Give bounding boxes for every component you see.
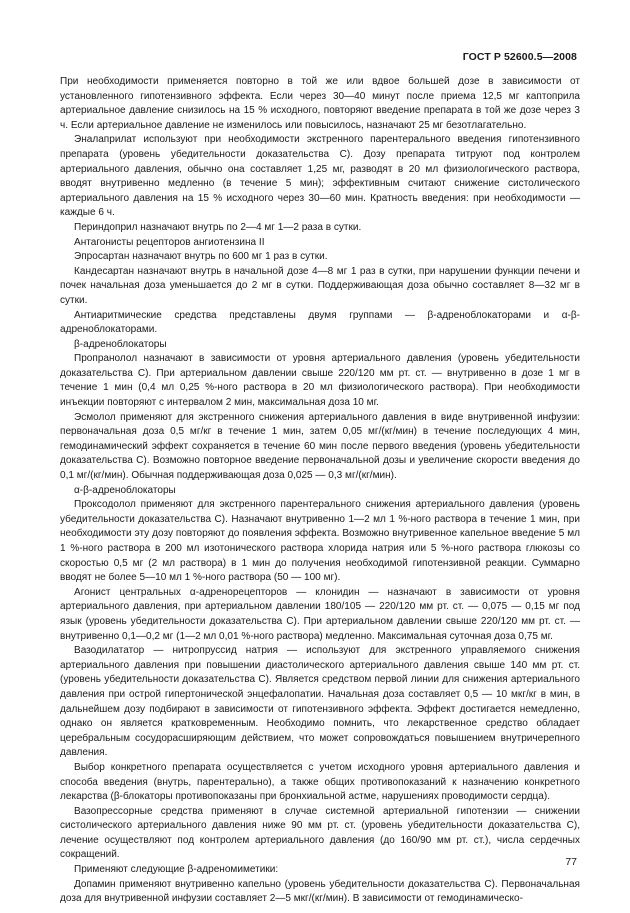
section-heading: Антагонисты рецепторов ангиотензина II	[74, 236, 265, 248]
section-heading: β-адреноблокаторы	[74, 338, 167, 350]
paragraph: Антиаритмические средства представлены двумя группами — β-адреноблокаторами и α-β-адреноблокаторами.	[60, 309, 580, 336]
paragraph: Эналаприлат используют при необходимости экстренного парентерального введения гипотензивного препарата (уровень убедительности доказательства С). Дозу препарата титруют под контролем артериального давления, обычно она составляет 1,25 мг, разводят в 20 мл физиологического раствора, вводят внутривенно медленно (в течение 5 мин); эффективным считают снижение систолического артериального давления на 15 % исходного через 30—60 мин. Кратность введения: при необходимости — каждые 6 ч.	[60, 134, 580, 219]
paragraph: Эпросартан назначают внутрь по 600 мг 1 раз в сутки.	[74, 251, 328, 263]
paragraph: Выбор конкретного препарата осуществляется с учетом исходного уровня артериального давления и способа введения (внутрь, парентерально), а также общих противопоказаний к назначению конкретного лекарства (β-блокаторы противопоказаны при бронхиальной астме, нарушениях проводимости сердца).	[60, 761, 580, 803]
paragraph: Пропранолол назначают в зависимости от уровня артериального давления (уровень убедительности доказательства С). При артериальном давлении свыше 220/120 мм рт. ст. — внутривенно в дозе 1 мг в течение 1 мин (0,4 мл 0,25 %-ного раствора в 20 мл физиологического раствора). При необходимости инъекции повторяют с интервалом 2 мин, максимальная доза 10 мг.	[60, 353, 580, 409]
document-body	[60, 75, 580, 907]
paragraph: Кандесартан назначают внутрь в начальной дозе 4—8 мг 1 раз в сутки, при нарушении функции печени и почек начальная доза уменьшается до 2 мг в сутки. Поддерживающая доза обычно составляет 8—32 мг в сутки.	[60, 265, 580, 306]
paragraph: Вазодилататор — нитропруссид натрия — используют для экстренного управляемого снижения артериального давления при повышении диастолического артериального давления свыше 140 мм рт. ст. (уровень убедительности доказательства С). Является средством первой линии для снижения артериального давления при острой гипертонической энцефалопатии. Начальная доза составляет 0,5 — 10 мкг/кг в мин, в дальнейшем дозу подбирают в зависимости от гипотензивного эффекта. Эффект достигается немедленно, однако он является кратковременным. Необходимо помнить, что лекарственное средство обладает церебральным сосудорасширяющим действием, что может сопровождаться повышением внутричерепного давления.	[60, 645, 580, 759]
paragraph: Эсмолол применяют для экстренного снижения артериального давления в виде внутривенной инфузии: первоначальная доза 0,5 мг/кг в течение 1 мин, затем 0,05 мг/(кг/мин) в течение последующих 4 мин, гемодинамический эффект сохраняется в течение 60 мин после первого введения (уровень убедительности доказательства С). Возможно повторное введение первоначальной дозы и увеличение скорости введения до 0,1 мг/(кг/мин). Обычная поддерживающая доза 0,025 — 0,3 мг/(кг/мин).	[60, 411, 580, 482]
page-number: 77	[565, 856, 577, 868]
paragraph: Допамин применяют внутривенно капельно (уровень убедительности доказательства С). Первоначальная доза для внутривенной инфузии составляет 2—5 мкг/(кг/мин). В зависимости от гемодинамическо-	[60, 878, 580, 905]
paragraph: Применяют следующие β-адреномиметики:	[74, 864, 279, 876]
paragraph: Вазопрессорные средства применяют в случае системной артериальной гипотензии — снижении систолического артериального давления ниже 90 мм рт. ст. (уровень убедительности доказательства С), лечение осуществляют под контролем артериального давления (до 160/90 мм рт. ст.), числа сердечных сокращений.	[60, 805, 580, 861]
paragraph: При необходимости применяется повторно в той же или вдвое большей дозе в зависимости от установленного гипотензивного эффекта. Если через 30—40 минут после приема 12,5 мг каптоприла артериальное давление снизилось на 15 % исходного, повторяют введение препарата в той же дозе через 3 ч. Если артериальное давление не изменилось или повысилось, назначают 25 мг безотлагательно.	[60, 76, 580, 131]
paragraph: Агонист центральных α-адренорецепторов — клонидин — назначают в зависимости от уровня артериального давления, при артериальном давлении 180/105 — 220/120 мм рт. ст. — 0,075 — 0,15 мг под язык (уровень убедительности доказательства С). При артериальном давлении свыше 220/120 мм рт. ст. — внутривенно 0,1—0,2 мг (1—2 мл 0,01 %-ного раствора) медленно. Максимальная суточная доза 0,75 мг.	[60, 586, 580, 642]
paragraph: Периндоприл назначают внутрь по 2—4 мг 1—2 раза в сутки.	[74, 221, 362, 233]
paragraph: Проксодолол применяют для экстренного парентерального снижения артериального давления (уровень убедительности доказательства С). Назначают внутривенно 1—2 мл 1 %-ного раствора в течение 1 мин, при необходимости эту дозу повторяют до появления эффекта. Возможно внутривенное капельное введение 5 мл 1 %-ного раствора в 200 мл изотонического раствора хлорида натрия или 5 %-ного раствора глюкозы со скоростью 0,5 мг (2 мл раствора) в 1 мин до получения необходимой гипотензивной реакции. Суммарно вводят не более 5—10 мл 1 %-ного раствора (50 — 100 мг).	[60, 499, 580, 584]
standard-header: ГОСТ Р 52600.5—2008	[462, 51, 577, 63]
section-heading: α-β-адреноблокаторы	[74, 484, 176, 496]
